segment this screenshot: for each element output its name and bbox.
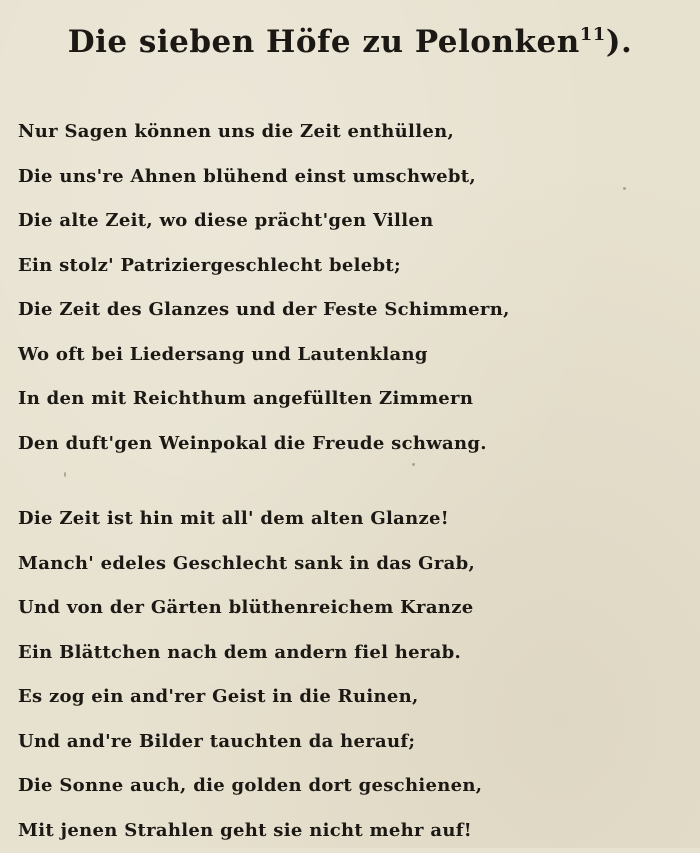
verse-line: Und and're Bilder tauchten da herauf; (18, 720, 690, 765)
verse-line: Ein Blättchen nach dem andern fiel herab. (18, 631, 690, 676)
verse-line: Es zog ein and'rer Geist in die Ruinen, (18, 675, 690, 720)
verse-line: Wo oft bei Liedersang und Lautenklang (18, 333, 690, 378)
verse-line: In den mit Reichthum angefüllten Zimmern (18, 377, 690, 422)
stanza-1 (18, 110, 690, 466)
verse-line: Die uns're Ahnen blühend einst umschwebt, (18, 155, 690, 200)
verse-line: Den duft'gen Weinpokal die Freude schwang. (18, 422, 690, 467)
paper-speck (623, 187, 626, 190)
poem-title (0, 14, 700, 63)
verse-line: Mit jenen Strahlen geht sie nicht mehr auf! (18, 809, 690, 853)
verse-line: Nur Sagen können uns die Zeit enthüllen, (18, 110, 690, 155)
verse-line: Und von der Gärten blüthenreichem Kranze (18, 586, 690, 631)
paper-speck (412, 463, 415, 466)
verse-line: Manch' edeles Geschlecht sank in das Grab, (18, 542, 690, 587)
paper-speck (64, 472, 66, 477)
verse-line: Die Zeit des Glanzes und der Feste Schimmern, (18, 288, 690, 333)
poem-title-text: Die sieben Höfe zu Pelonken (68, 24, 580, 60)
verse-line: Die Sonne auch, die golden dort geschienen, (18, 764, 690, 809)
footnote-marker: 11 (580, 24, 606, 45)
verse-line: Ein stolz' Patriziergeschlecht belebt; (18, 244, 690, 289)
stanza-2 (18, 497, 690, 853)
verse-line: Die alte Zeit, wo diese prächt'gen Villen (18, 199, 690, 244)
poem-title-close: ). (606, 24, 632, 60)
verse-line: Die Zeit ist hin mit all' dem alten Glanze! (18, 497, 690, 542)
